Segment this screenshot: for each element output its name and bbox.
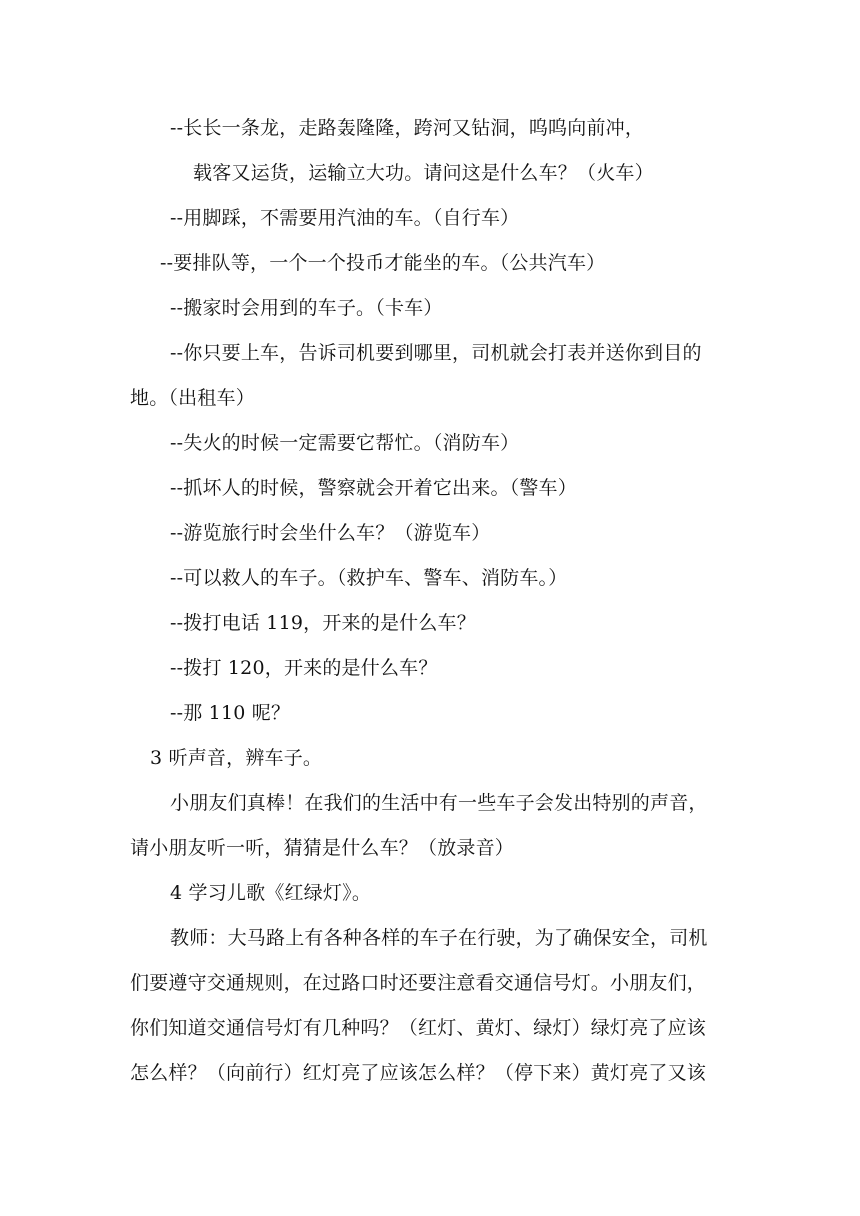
teacher-paragraph-line-2: 们要遵守交通规则，在过路口时还要注意看交通信号灯。小朋友们， (130, 972, 707, 994)
riddle-bicycle: --用脚踩，不需要用汽油的车。（自行车） (170, 207, 520, 229)
question-110: --那 110 呢？ (170, 702, 291, 724)
teacher-paragraph-line-3: 你们知道交通信号灯有几种吗？（红灯、黄灯、绿灯）绿灯亮了应该 (130, 1017, 707, 1039)
riddle-train-line-2: 载客又运货，运输立大功。请问这是什么车？（火车） (193, 162, 654, 184)
sound-paragraph-line-1: 小朋友们真棒！在我们的生活中有一些车子会发出特别的声音， (170, 792, 708, 814)
section-heading-3: 3 听声音，辨车子。 (150, 747, 323, 769)
riddle-train-line-1: --长长一条龙，走路轰隆隆，跨河又钻洞，呜呜向前冲， (170, 117, 645, 139)
teacher-paragraph-line-4: 怎么样？（向前行）红灯亮了应该怎么样？（停下来）黄灯亮了又该 (130, 1062, 707, 1084)
riddle-truck: --搬家时会用到的车子。（卡车） (170, 297, 443, 319)
section-heading-4: 4 学习儿歌《红绿灯》。 (170, 882, 372, 904)
riddle-police-car: --抓坏人的时候，警察就会开着它出来。（警车） (170, 477, 577, 499)
riddle-tour-bus: --游览旅行时会坐什么车？（游览车） (170, 522, 491, 544)
riddle-taxi-line-1: --你只要上车，告诉司机要到哪里，司机就会打表并送你到目的 (170, 342, 702, 364)
riddle-taxi-line-2: 地。（出租车） (130, 387, 255, 409)
riddle-fire-truck: --失火的时候一定需要它帮忙。（消防车） (170, 432, 520, 454)
question-119: --拨打电话 119，开来的是什么车？ (170, 612, 476, 634)
riddle-bus: --要排队等，一个一个投币才能坐的车。（公共汽车） (160, 252, 606, 274)
riddle-rescue-vehicles: --可以救人的车子。（救护车、警车、消防车。） (170, 567, 568, 589)
sound-paragraph-line-2: 请小朋友听一听，猜猜是什么车？（放录音） (130, 837, 515, 859)
question-120: --拨打 120，开来的是什么车？ (170, 657, 438, 679)
teacher-paragraph-line-1: 教师：大马路上有各种各样的车子在行驶，为了确保安全，司机 (170, 927, 708, 949)
